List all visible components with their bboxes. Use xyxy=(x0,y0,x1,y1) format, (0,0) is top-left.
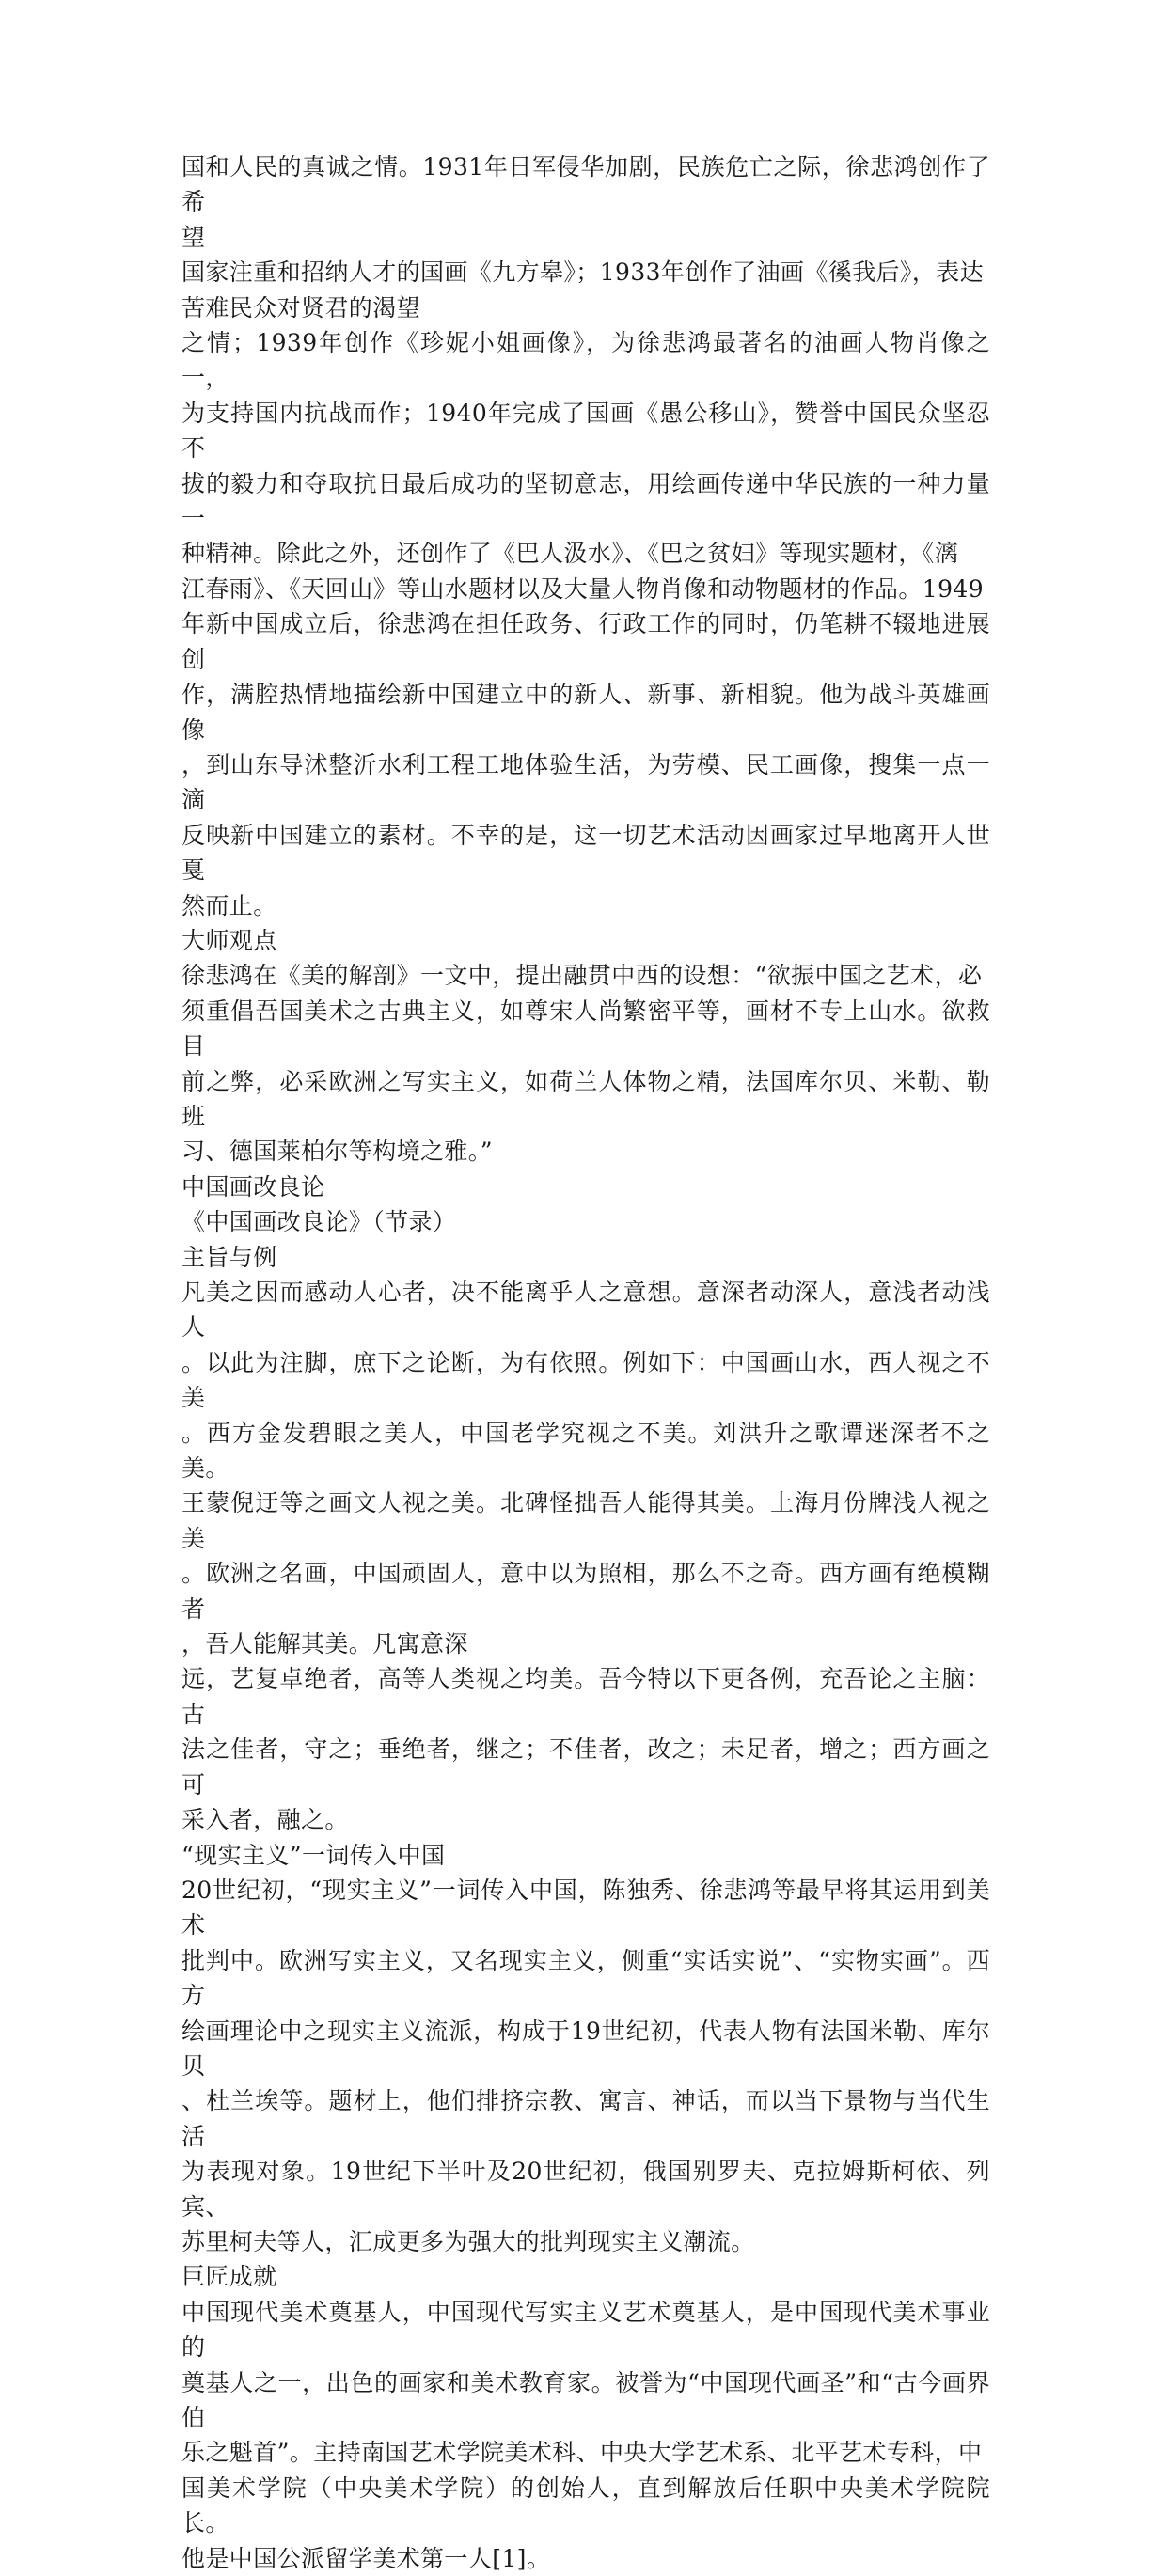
paragraph-realism: 20世纪初，“现实主义”一词传入中国，陈独秀、徐悲鸿等最早将其运用到美术 批判中。欧洲写实主义，又名现实主义，侧重“实话实说”、“实物实画”。西方 绘画理论中之现实主义流派，构成于19世纪初，代表人物有法国米勒、库尔贝 、杜兰埃等。题材上，他们排挤宗教、寓言、神话，而以当下景物与当代生活 为表现对象。19世纪下半叶及20世纪初，俄国别罗夫、克拉姆斯柯依、列宾、 苏里柯夫等人，汇成更多为强大的批判现实主义潮流。 xyxy=(181,1876,990,2255)
paragraph-3: 之情；1939年创作《珍妮小姐画像》，为徐悲鸿最著名的油画人物肖像之一， 为支持国内抗战而作；1940年完成了国画《愚公移山》，赞誉中国民众坚忍不 拔的毅力和夺取抗日最后成功的坚韧意志，用绘画传递中华民族的一种力量一 种精神。除此之外，还创作了《巴人汲水》、《巴之贫妇》等现实题材，《漓 江春雨》、《天回山》等山水题材以及大量人物肖像和动物题材的作品。1949 年新中国成立后，徐悲鸿在担任政务、行政工作的同时，仍笔耕不辍地进展创 作，满腔热情地描绘新中国建立中的新人、新事、新相貌。他为战斗英雄画像 ，到山东导沭整沂水利工程工地体验生活，为劳模、民工画像，搜集一点一滴 反映新中国建立的素材。不幸的是，这一切艺术活动因画家过早地离开人世戛 然而止。 xyxy=(181,329,990,919)
section-heading-reform-theory: 中国画改良论 xyxy=(181,1172,325,1201)
section-heading-reform-excerpt: 《中国画改良论》（节录） xyxy=(181,1208,457,1236)
paragraph-1: 国和人民的真诚之情。1931年日军侵华加剧，民族危亡之际，徐悲鸿创作了希 望 xyxy=(181,153,990,251)
document-page xyxy=(181,149,990,2576)
section-heading-master-views: 大师观点 xyxy=(181,926,277,954)
paragraph-achievements: 中国现代美术奠基人，中国现代写实主义艺术奠基人，是中国现代美术事业的 奠基人之一，出色的画家和美术教育家。被誉为“中国现代画圣”和“古今画界伯 乐之魁首”。主持南国艺术学院美术科、中央大学艺术系、北平艺术专科，中 国美术学院（中央美术学院）的创始人，直到解放后任职中央美术学院院长。 他是中国公派留学美术第一人[1]。 xyxy=(181,2298,990,2572)
section-heading-realism: “现实主义”一词传入中国 xyxy=(181,1841,446,1869)
section-heading-achievements: 巨匠成就 xyxy=(181,2263,277,2291)
section-heading-main-idea: 主旨与例 xyxy=(181,1243,277,1271)
paragraph-2: 国家注重和招纳人才的国画《九方皋》；1933年创作了油画《徯我后》，表达 苦难民众对贤君的渴望 xyxy=(181,259,985,322)
paragraph-main-idea: 凡美之因而感动人心者，决不能离乎人之意想。意深者动深人，意浅者动浅人 。以此为注脚，庶下之论断，为有依照。例如下：中国画山水，西人视之不美 。西方金发碧眼之美人，中国老学究视之不美。刘洪升之歌谭迷深者不之美。 王蒙倪迂等之画文人视之美。北碑怪拙吾人能得其美。上海月份牌浅人视之美 。欧洲之名画，中国顽固人，意中以为照相，那么不之奇。西方画有绝模糊者 ，吾人能解其美。凡寓意深 xyxy=(181,1279,990,1658)
paragraph-main-idea-cont: 远，艺复卓绝者，高等人类视之均美。吾今特以下更各例，充吾论之主脑：古 法之佳者，守之；垂绝者，继之；不佳者，改之；未足者，增之；西方画之可 采入者，融之。 xyxy=(181,1665,990,1834)
paragraph-master-views: 徐悲鸿在《美的解剖》一文中，提出融贯中西的设想：“欲振中国之艺术，必 须重倡吾国美术之古典主义，如尊宋人尚繁密平等，画材不专上山水。欲救目 前之弊，必采欧洲之写实主义，如荷兰人体物之精，法国库尔贝、米勒、勒班 习、德国莱柏尔等构境之雅。” xyxy=(181,962,990,1166)
